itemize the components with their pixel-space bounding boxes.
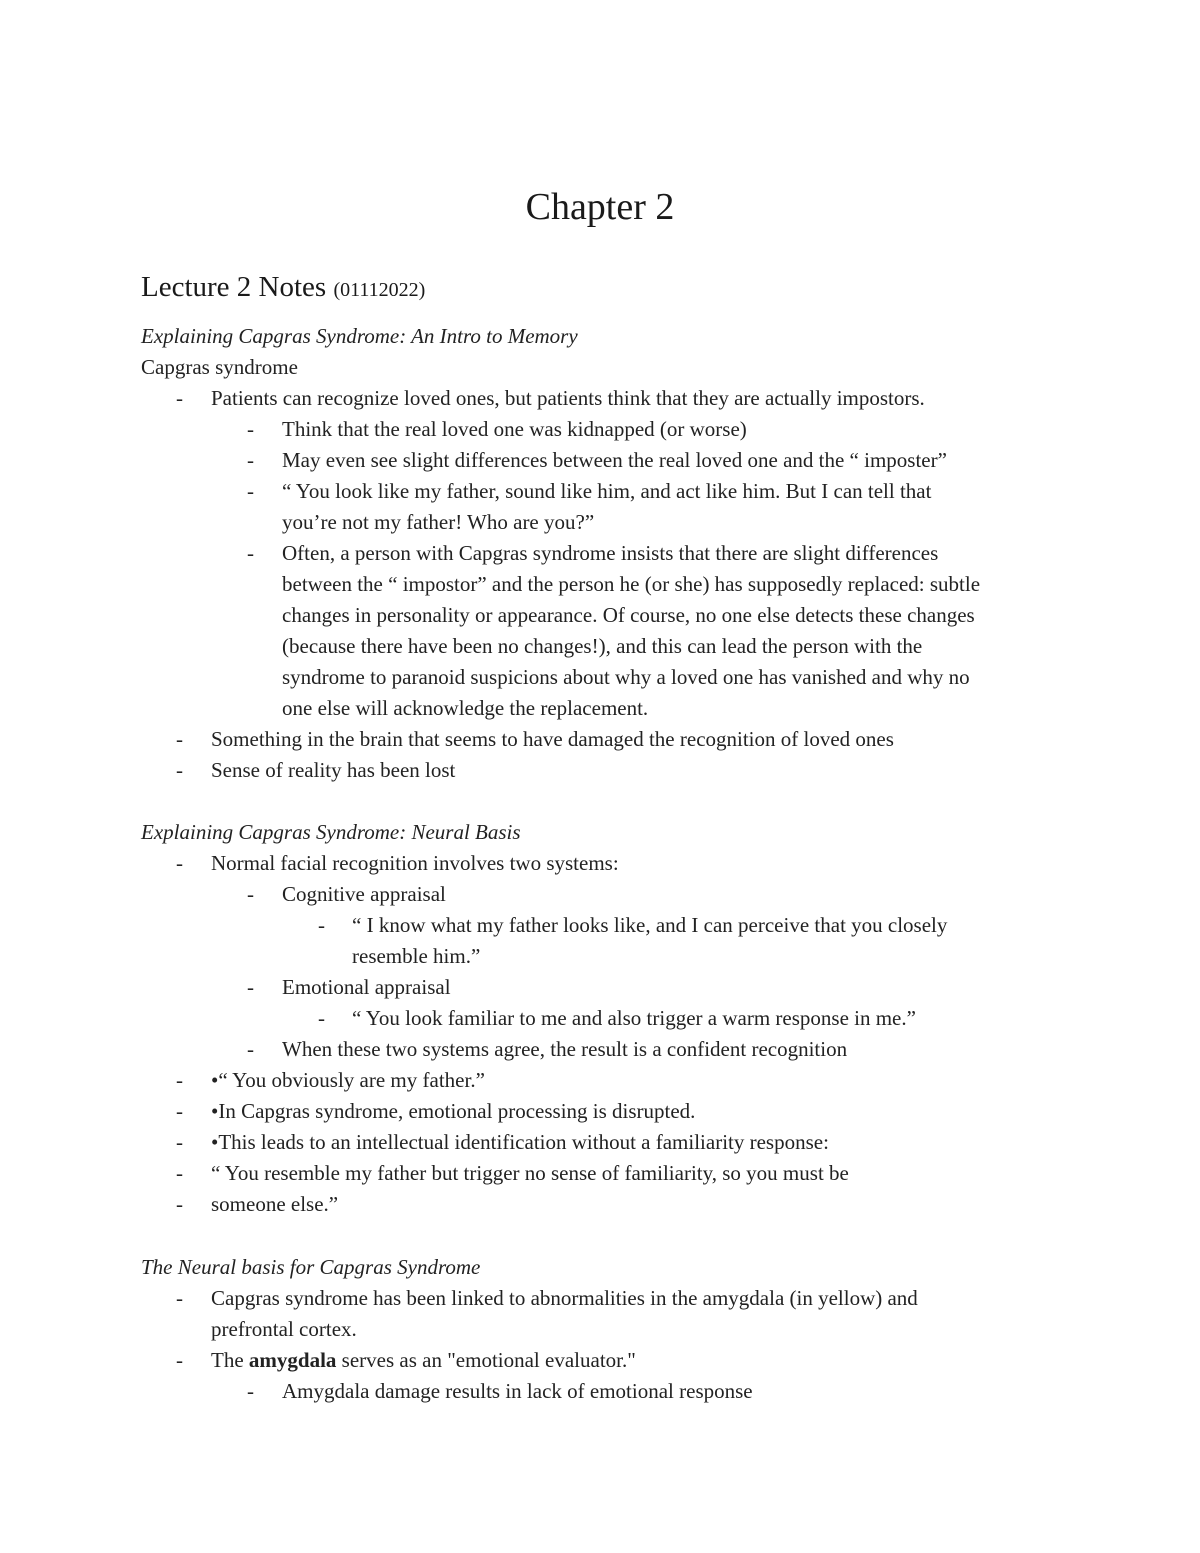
list-item-continuation: prefrontal cortex. [211,1317,357,1341]
bullet-dash: - [318,1006,325,1030]
bullet-dash: - [247,1379,254,1403]
list-item: Amygdala damage results in lack of emotional response [282,1379,753,1403]
bullet-dash: - [247,975,254,999]
bullet-dash: - [247,448,254,472]
bullet-dash: - [247,1037,254,1061]
bullet-dash: - [176,1192,183,1216]
list-item: “ You look familiar to me and also trigger a warm response in me.” [352,1006,916,1030]
bullet-dash: - [176,1348,183,1372]
list-item: “ I know what my father looks like, and I can perceive that you closely [352,913,948,937]
list-item-continuation: syndrome to paranoid suspicions about why a loved one has vanished and why no [282,665,970,689]
list-item: •“ You obviously are my father.” [211,1068,485,1092]
text-run: serves as an "emotional evaluator." [336,1348,636,1372]
list-item: “ You look like my father, sound like him, and act like him. But I can tell that [282,479,932,503]
bullet-dash: - [176,386,183,410]
list-item: “ You resemble my father but trigger no sense of familiarity, so you must be [211,1161,849,1185]
chapter-title: Chapter 2 [525,186,675,228]
bullet-dash: - [318,913,325,937]
bullet-dash: - [176,727,183,751]
list-item-continuation: between the “ impostor” and the person he (or she) has supposedly replaced: subtle [282,572,981,596]
list-item: Patients can recognize loved ones, but patients think that they are actually impostors. [211,386,925,410]
bullet-dash: - [176,1286,183,1310]
list-item: someone else.” [211,1192,339,1216]
lecture-heading [141,268,425,309]
list-item-continuation: changes in personality or appearance. Of course, no one else detects these changes [282,603,975,627]
list-item-continuation: resemble him.” [352,944,481,968]
bullet-dash: - [176,851,183,875]
list-item-continuation: one else will acknowledge the replacement. [282,696,649,720]
bullet-dash: - [247,479,254,503]
list-item [211,1345,636,1376]
bullet-dash: - [247,417,254,441]
list-item-continuation: you’re not my father! Who are you?” [282,510,595,534]
section2-heading: Explaining Capgras Syndrome: Neural Basis [141,820,521,844]
bullet-dash: - [176,1068,183,1092]
list-item: Emotional appraisal [282,975,451,999]
bullet-dash: - [176,758,183,782]
bold-term-amygdala: amygdala [248,1348,337,1372]
bullet-dash: - [176,1130,183,1154]
bullet-dash: - [176,1099,183,1123]
list-item: Cognitive appraisal [282,882,446,906]
list-item: Often, a person with Capgras syndrome insists that there are slight differences [282,541,939,565]
list-item: When these two systems agree, the result is a confident recognition [282,1037,848,1061]
list-item-continuation: (because there have been no changes!), and this can lead the person with the [282,634,923,658]
text-run: The [211,1348,249,1372]
list-item: Capgras syndrome has been linked to abnormalities in the amygdala (in yellow) and [211,1286,918,1310]
list-item: •This leads to an intellectual identification without a familiarity response: [211,1130,829,1154]
bullet-dash: - [247,882,254,906]
list-item: •In Capgras syndrome, emotional processing is disrupted. [211,1099,696,1123]
section1-heading: Explaining Capgras Syndrome: An Intro to Memory [141,324,578,348]
list-item: May even see slight differences between the real loved one and the “ imposter” [282,448,947,472]
list-item: Normal facial recognition involves two systems: [211,851,619,875]
lecture-heading-text: Lecture 2 Notes [141,271,327,303]
list-item: Something in the brain that seems to have damaged the recognition of loved ones [211,727,894,751]
bullet-dash: - [247,541,254,565]
section3-heading: The Neural basis for Capgras Syndrome [141,1255,481,1279]
list-item: Sense of reality has been lost [211,758,456,782]
bullet-dash: - [176,1161,183,1185]
section1-topic: Capgras syndrome [141,355,298,379]
list-item: Think that the real loved one was kidnapped (or worse) [282,417,747,441]
lecture-date: (01112022) [333,279,426,301]
